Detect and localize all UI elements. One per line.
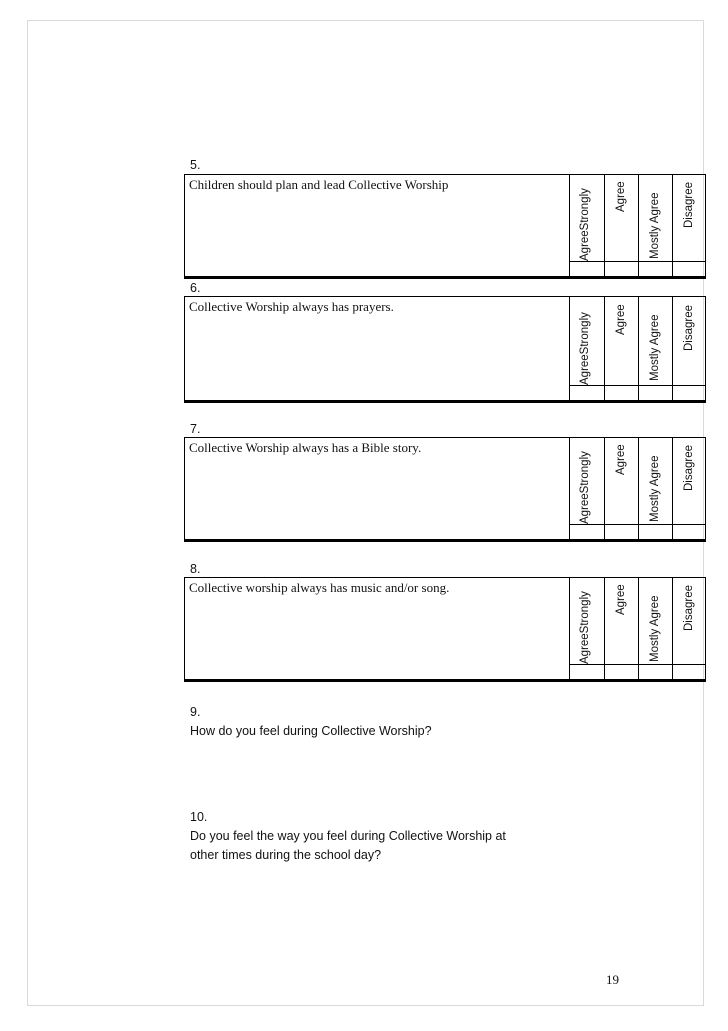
scale-label-mostly-agree: Mostly Agree [649, 192, 661, 259]
answer-boxes[interactable] [569, 385, 705, 401]
scale-label-mostly-agree: Mostly Agree [649, 455, 661, 522]
question-number: 10. [190, 810, 208, 824]
scale-label-agree-strongly: AgreeStrongly [579, 451, 591, 524]
scale-label-mostly-agree: Mostly Agree [649, 595, 661, 662]
page-number: 19 [606, 972, 619, 987]
scale-label-agree: Agree [615, 304, 627, 335]
question-number: 7. [190, 422, 201, 436]
scale-label-agree-strongly: AgreeStrongly [579, 312, 591, 385]
question-text: other times during the school day? [190, 848, 382, 862]
question-number: 6. [190, 281, 201, 295]
question-table [184, 437, 706, 542]
scale-label-agree-strongly: AgreeStrongly [579, 188, 591, 261]
scale-label-mostly-agree: Mostly Agree [649, 314, 661, 381]
question-text: Collective Worship always has prayers. [189, 299, 394, 314]
answer-boxes[interactable] [569, 524, 705, 540]
question-table [184, 174, 706, 279]
answer-boxes[interactable] [569, 261, 705, 277]
answer-boxes[interactable] [569, 664, 705, 680]
question-text: Collective worship always has music and/or song. [189, 580, 450, 595]
scale-label-agree: Agree [615, 181, 627, 212]
scale-label-disagree: Disagree [683, 444, 695, 491]
scale-label-agree-strongly: AgreeStrongly [579, 591, 591, 664]
question-text: How do you feel during Collective Worship? [190, 724, 432, 738]
scale-label-disagree: Disagree [683, 181, 695, 228]
scale-label-agree: Agree [615, 444, 627, 475]
open-question-10 [190, 808, 506, 865]
scale-label-disagree: Disagree [683, 584, 695, 631]
question-text: Children should plan and lead Collective Worship [189, 177, 449, 192]
scale-label-disagree: Disagree [683, 304, 695, 351]
open-question-9 [190, 703, 432, 741]
scale-label-agree: Agree [615, 584, 627, 615]
question-text: Collective Worship always has a Bible story. [189, 440, 422, 455]
question-table [184, 577, 706, 682]
question-table [184, 296, 706, 403]
question-text: Do you feel the way you feel during Collective Worship at [190, 829, 506, 843]
question-number: 8. [190, 562, 201, 576]
question-number: 5. [190, 158, 201, 172]
question-number: 9. [190, 705, 201, 719]
